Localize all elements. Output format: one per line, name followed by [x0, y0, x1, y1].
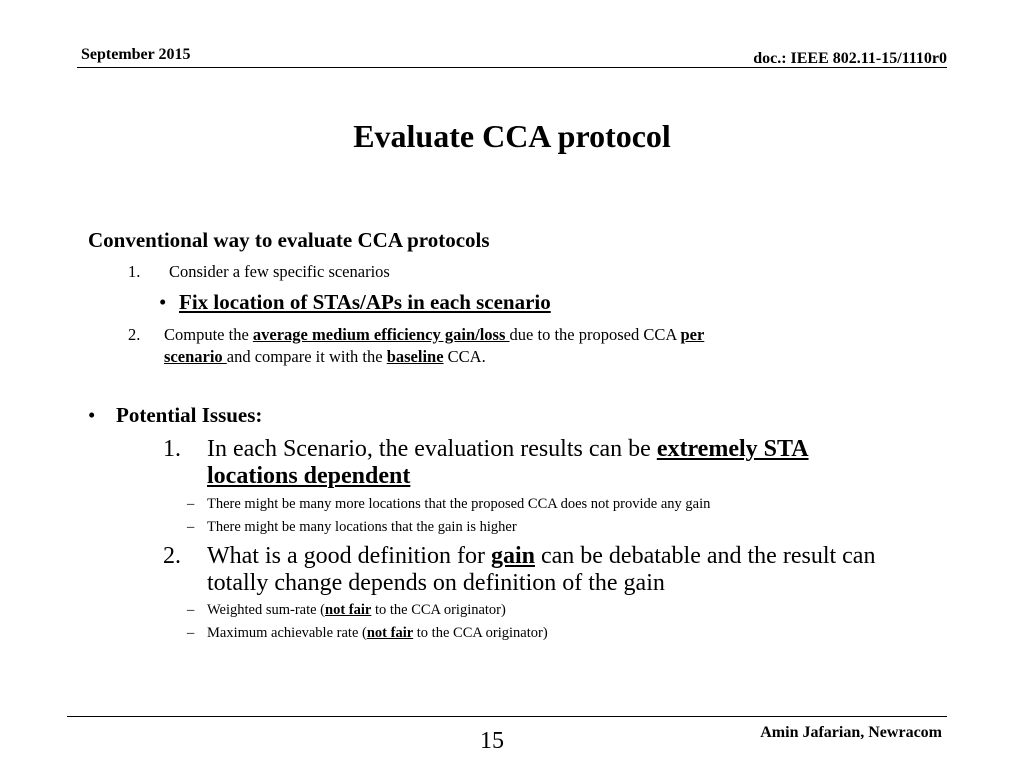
header-divider: [77, 67, 947, 68]
footer-divider: [67, 716, 947, 717]
issue1-text-main: In each Scenario, the evaluation results can be: [207, 436, 657, 462]
issue1-sub1-text: There might be many more locations that the proposed CCA does not provide any gain: [207, 496, 711, 512]
header-doc-id: doc.: IEEE 802.11-15/1110r0: [753, 50, 947, 67]
issue2-text-main: What is a good definition for: [207, 543, 491, 569]
issue2-sub1-text: [207, 602, 506, 619]
issue1-text-locations: locations dependent: [207, 463, 411, 489]
issue1-text-extremely: extremely STA: [656, 436, 809, 462]
footer-author: Amin Jafarian, Newracom: [760, 724, 942, 741]
section1-item1-text: Consider a few specific scenarios: [169, 262, 390, 281]
item2-text-compute: Compute the: [164, 325, 253, 344]
section1-item2-number: 2.: [128, 325, 141, 344]
sub2-prefix: Maximum achievable rate (: [207, 625, 367, 641]
section2-bullet: •: [88, 403, 96, 427]
item2-text-avg-gain: average medium efficiency gain/loss: [252, 325, 510, 344]
sub1-prefix: Weighted sum-rate (: [207, 602, 326, 618]
item2-text-baseline: baseline: [386, 347, 444, 366]
item2-text-due: due to the proposed CCA: [509, 325, 681, 344]
issue2-text-gain: gain: [490, 543, 535, 569]
issue1-sub1-dash: –: [187, 496, 195, 512]
section2-item2-line1: [207, 543, 875, 570]
sub1-suffix: to the CCA originator): [371, 602, 506, 618]
header-date: September 2015: [81, 46, 191, 63]
section2-item2-number: 2.: [163, 543, 181, 569]
sub2-suffix: to the CCA originator): [413, 625, 548, 641]
section1-heading: Conventional way to evaluate CCA protocols: [88, 228, 490, 252]
issue2-sub2-text: [207, 625, 548, 642]
issue1-sub2-dash: –: [187, 519, 195, 535]
issue2-text-debatable: can be debatable and the result can: [534, 543, 876, 569]
item2-text-per: per: [680, 325, 705, 344]
issue2-sub2-dash: –: [187, 625, 195, 641]
slide-title: Evaluate CCA protocol: [353, 118, 671, 154]
item2-text-compare: and compare it with the: [226, 347, 387, 366]
page-number: 15: [480, 728, 504, 754]
issue2-sub1-dash: –: [187, 602, 195, 618]
issue1-sub2-text: There might be many locations that the gain is higher: [207, 519, 517, 535]
section1-item2-line2: [164, 347, 486, 367]
item2-text-scenario: scenario: [164, 347, 227, 366]
section1-sub-text: Fix location of STAs/APs in each scenario: [179, 290, 551, 314]
section1-sub-bullet: •: [159, 290, 167, 314]
section1-item2-line1: [164, 325, 704, 345]
section2-heading: Potential Issues:: [116, 403, 263, 427]
issue2-text-line2: totally change depends on definition of the gain: [207, 570, 665, 596]
section1-item1-number: 1.: [128, 262, 141, 281]
sub2-not-fair: not fair: [366, 625, 414, 641]
section2-item1-number: 1.: [163, 436, 181, 462]
section2-item1-line1: [207, 436, 809, 463]
sub1-not-fair: not fair: [325, 602, 372, 618]
item2-text-cca: CCA.: [443, 347, 486, 366]
